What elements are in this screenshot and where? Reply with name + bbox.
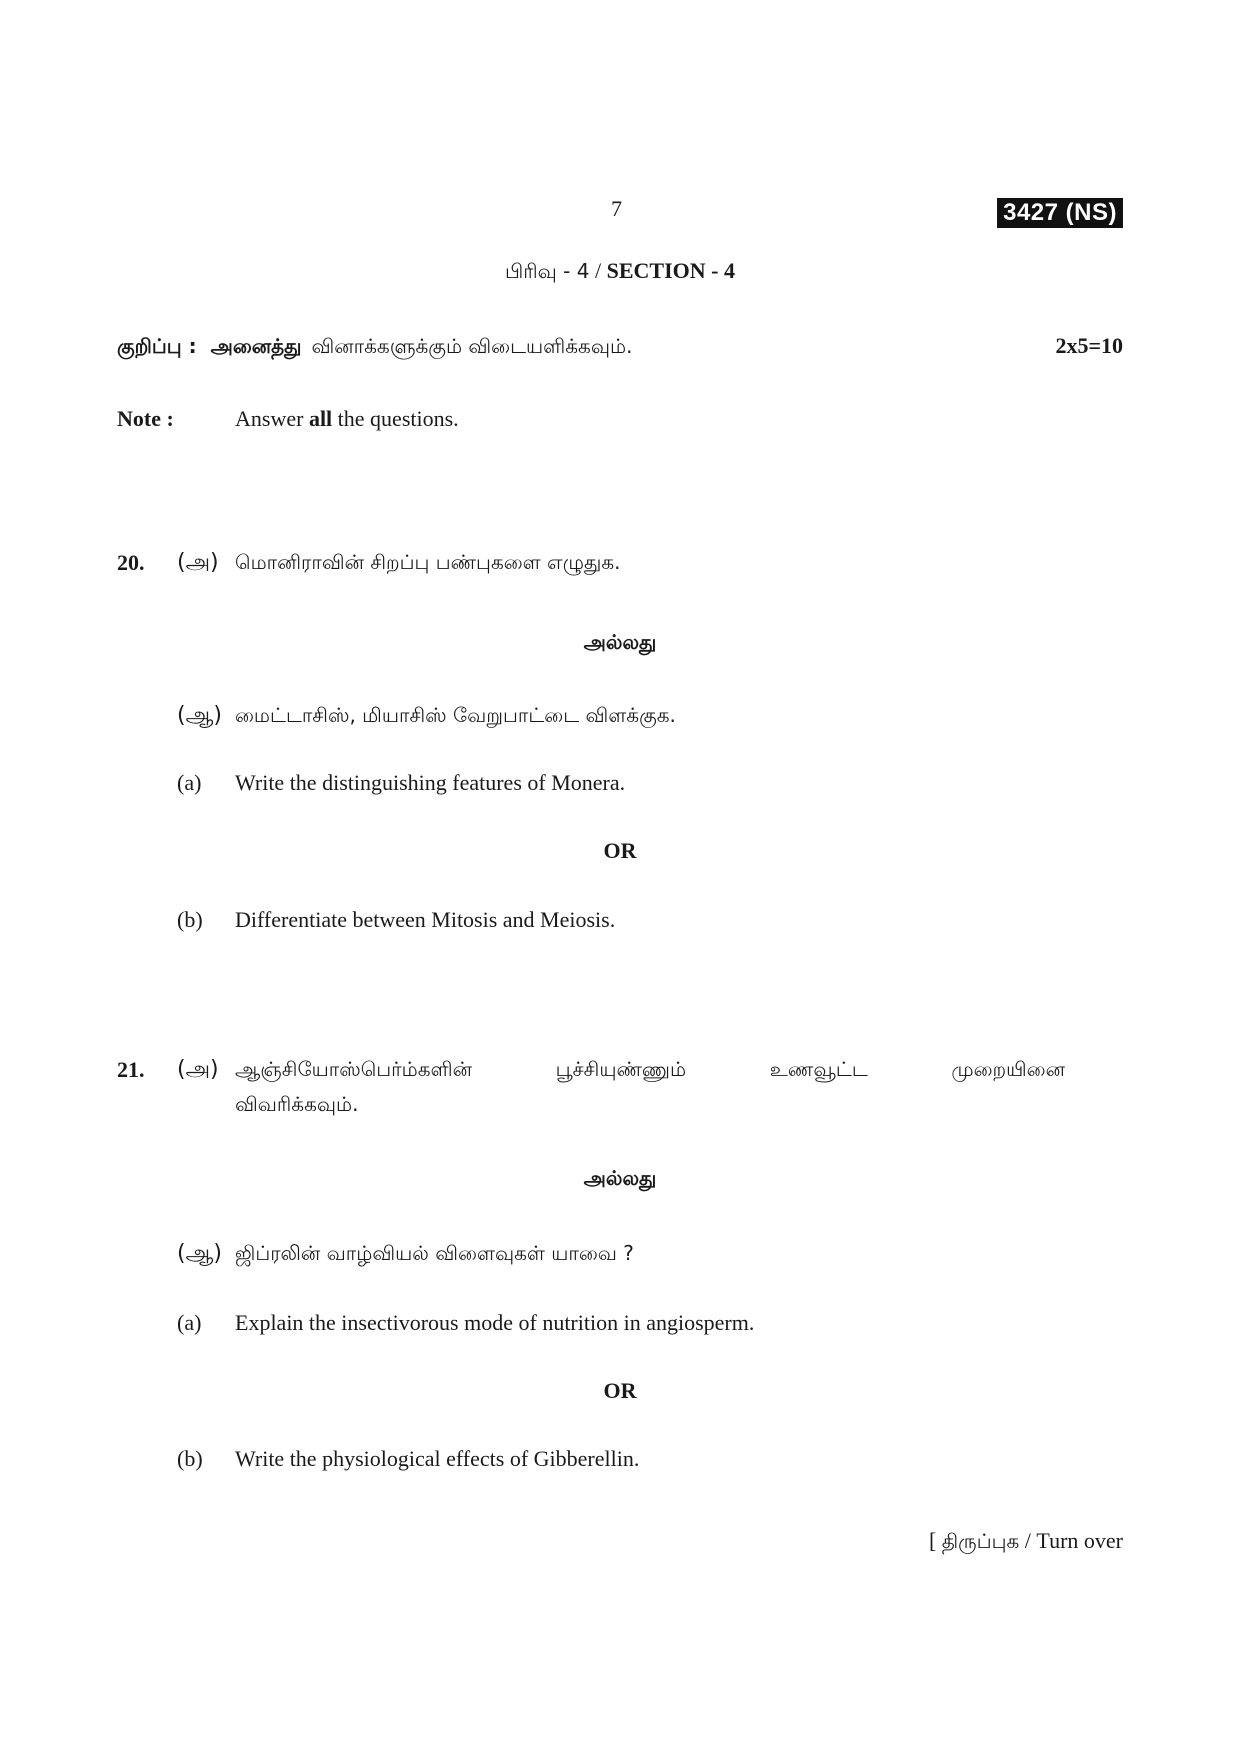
question-21-option-a-english-label: (a) [177,1310,202,1335]
question-20-option-b-tamil-label: (ஆ) [177,703,222,728]
turn-over-bracket: [ [928,1528,942,1553]
section-heading-separator: / [589,258,607,283]
question-21-option-a-english: Explain the insectivorous mode of nutrition in angiosperm. [235,1310,755,1335]
question-21-option-b-tamil: ஜிப்ரலின் வாழ்வியல் விளைவுகள் யாவை ? [235,1241,634,1265]
question-20-number: 20. [117,550,145,575]
page-number: 7 [611,196,622,221]
question-21-or-english: OR [603,1378,637,1403]
question-20-option-a-english-label: (a) [177,770,202,795]
question-21-option-a-tamil-label: (அ) [177,1057,219,1082]
question-20-option-b-tamil: மைட்டாசிஸ், மியாசிஸ் வேறுபாட்டை விளக்குக. [235,703,676,727]
marks-allocation: 2x5=10 [1055,333,1123,358]
question-21-word-4: முறையினை [951,1057,1065,1081]
paper-code-badge: 3427 (NS) [997,198,1123,228]
question-21-option-a-tamil-line2: விவரிக்கவும். [235,1092,359,1116]
note-tamil-emphasis: அனைத்து [210,334,302,358]
question-21-word-1: ஆஞ்சியோஸ்பெர்ம்களின் [235,1057,473,1081]
turn-over-note [929,1528,1123,1556]
turn-over-tamil: திருப்புக [941,1529,1020,1553]
note-english-pre: Answer [235,406,309,431]
question-21-number: 21. [117,1057,145,1082]
question-21-or-tamil: அல்லது [583,1166,657,1190]
question-21-option-b-english-label: (b) [177,1446,203,1471]
question-20-option-a-tamil: மொனிராவின் சிறப்பு பண்புகளை எழுதுக. [235,550,621,574]
note-tamil-label: குறிப்பு : [117,334,197,358]
turn-over-english: Turn over [1036,1528,1123,1553]
question-20-option-b-english-label: (b) [177,907,203,932]
note-english-text [235,406,459,432]
question-20-option-b-english: Differentiate between Mitosis and Meiosis. [235,907,616,932]
question-21-option-a-tamil-line1 [235,1057,1065,1084]
question-21-word-3: உணவூட்ட [769,1057,868,1081]
section-heading [0,258,1240,286]
note-english-post: the questions. [332,406,459,431]
section-heading-english: SECTION - 4 [606,258,735,283]
question-20-or-tamil: அல்லது [583,630,657,654]
question-20-option-a-english: Write the distinguishing features of Monera. [235,770,626,795]
question-20-or-english: OR [603,838,637,863]
note-english-label: Note : [117,406,174,431]
question-20-option-a-tamil-label: (அ) [177,550,219,575]
note-tamil [117,334,632,361]
section-heading-tamil: பிரிவு - 4 [505,259,590,283]
note-tamil-text: வினாக்களுக்கும் விடையளிக்கவும். [311,334,633,358]
question-21-option-b-english: Write the physiological effects of Gibberellin. [235,1446,640,1471]
question-21-option-b-tamil-label: (ஆ) [177,1241,222,1266]
note-english-emphasis: all [308,406,333,431]
question-21-word-2: பூச்சியுண்ணும் [555,1057,687,1081]
turn-over-separator: / [1019,1528,1037,1553]
